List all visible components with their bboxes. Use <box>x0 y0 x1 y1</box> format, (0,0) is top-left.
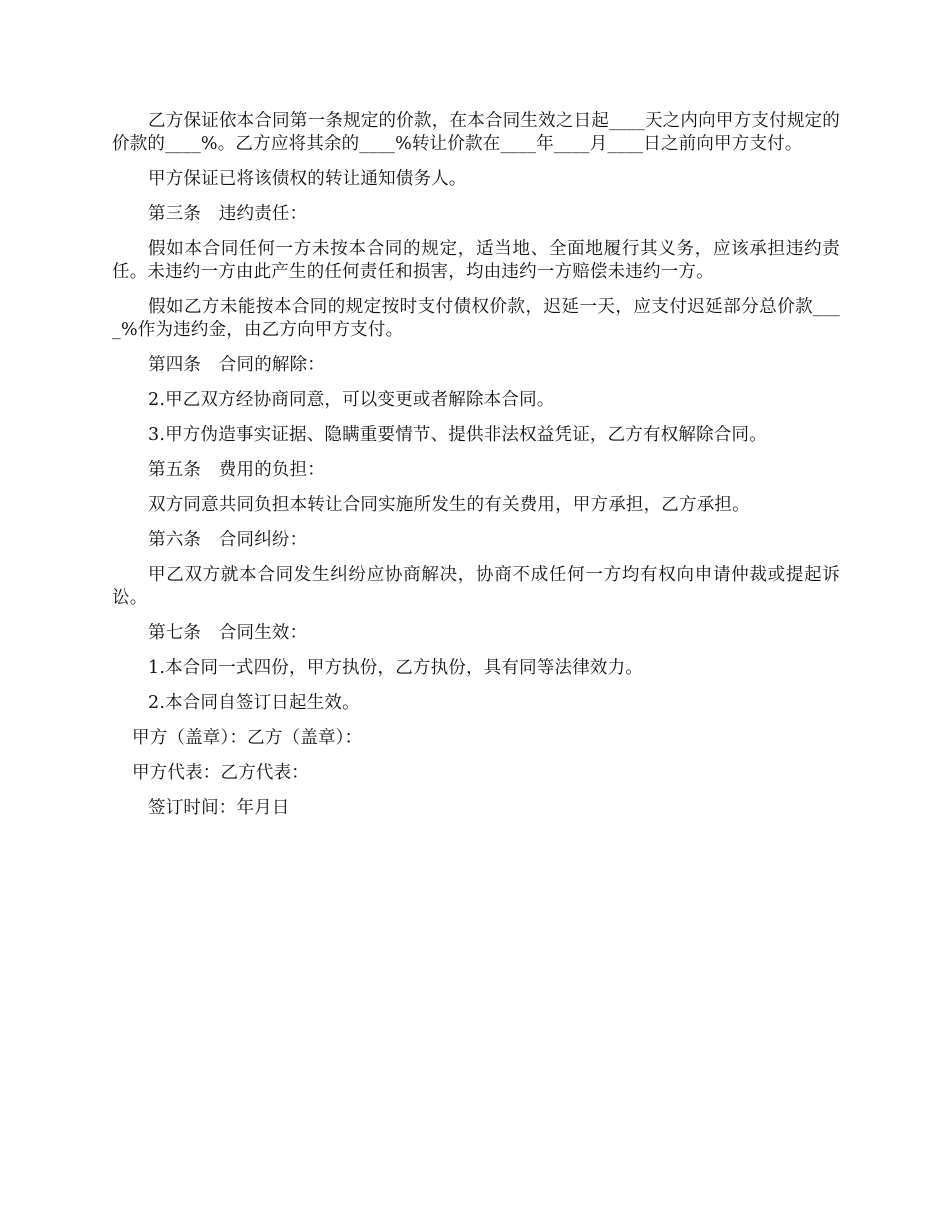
section-heading-6: 第六条 合同纠纷： <box>148 530 308 550</box>
effect-item-2: 2.本合同自签订日起生效。 <box>148 693 360 713</box>
effect-item-1: 1.本合同一式四份，甲方执份，乙方执份，具有同等法律效力。 <box>148 658 643 678</box>
section-heading-3: 第三条 违约责任： <box>148 204 308 224</box>
section-heading-4: 第四条 合同的解除： <box>148 355 325 375</box>
notice-paragraph: 甲方保证已将该债权的转让通知债务人。 <box>148 169 467 189</box>
termination-item-2: 2.甲乙双方经协商同意，可以变更或者解除本合同。 <box>148 390 555 410</box>
document-body <box>112 110 840 832</box>
section-heading-5: 第五条 费用的负担： <box>148 460 325 480</box>
section-heading-7: 第七条 合同生效： <box>148 623 308 643</box>
late-payment-paragraph: 假如乙方未能按本合同的规定按时支付债权价款，迟延一天，应支付迟延部分总价款____%作为违约金，由乙方向甲方支付。 <box>112 297 840 340</box>
payment-paragraph: 乙方保证依本合同第一条规定的价款，在本合同生效之日起____天之内向甲方支付规定的价款的____%。乙方应将其余的____%转让价款在____年____月____日之前向甲方支付。 <box>112 111 840 154</box>
dispute-paragraph: 甲乙双方就本合同发生纠纷应协商解决，协商不成任何一方均有权向申请仲裁或提起诉讼。 <box>112 565 840 608</box>
termination-item-3: 3.甲方伪造事实证据、隐瞒重要情节、提供非法权益凭证，乙方有权解除合同。 <box>148 425 767 445</box>
party-representative-line: 甲方代表：乙方代表： <box>132 763 309 783</box>
party-seal-line: 甲方（盖章）：乙方（盖章）： <box>132 728 363 748</box>
cost-paragraph: 双方同意共同负担本转让合同实施所发生的有关费用，甲方承担，乙方承担。 <box>148 495 750 515</box>
signing-date-line: 签订时间：年月日 <box>148 798 290 818</box>
breach-paragraph: 假如本合同任何一方未按本合同的规定，适当地、全面地履行其义务，应该承担违约责任。未违约一方由此产生的任何责任和损害，均由违约一方赔偿未违约一方。 <box>112 239 840 282</box>
